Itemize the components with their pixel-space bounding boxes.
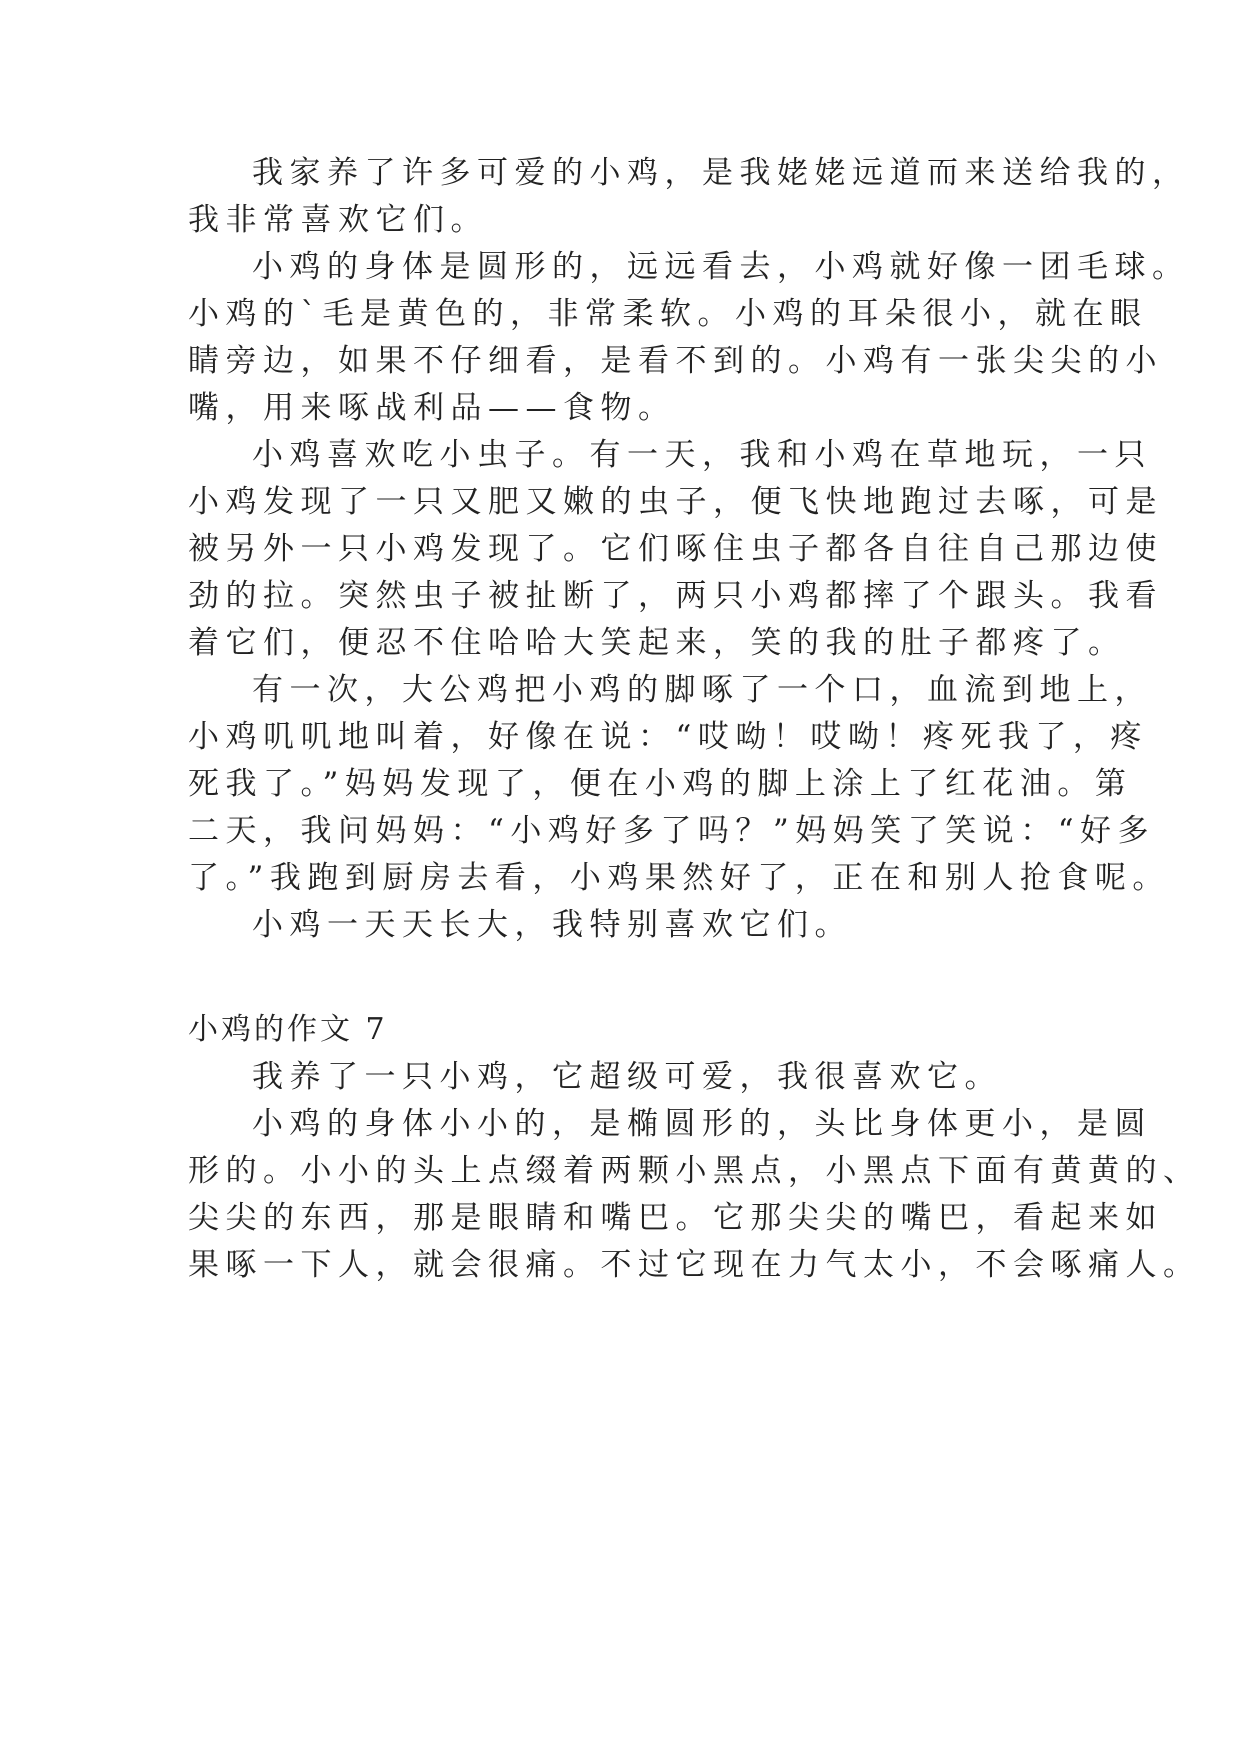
paragraph-2-line-1: 小鸡的身体是圆形的，远远看去，小鸡就好像一团毛球。	[252, 249, 1190, 285]
paragraph-4-line-2: 小鸡叽叽地叫着，好像在说：“哎呦！哎呦！疼死我了，疼	[188, 719, 1148, 755]
paragraph-3-line-3: 被另外一只小鸡发现了。它们啄住虫子都各自往自己那边使	[188, 531, 1163, 567]
paragraph-4-line-1: 有一次，大公鸡把小鸡的脚啄了一个口，血流到地上，	[252, 672, 1152, 708]
paragraph-4-line-5: 了。”我跑到厨房去看，小鸡果然好了，正在和别人抢食呢。	[188, 860, 1170, 896]
section-heading: 小鸡的作文 7	[188, 1012, 388, 1047]
paragraph-2-line-3: 睛旁边，如果不仔细看，是看不到的。小鸡有一张尖尖的小	[188, 343, 1163, 379]
paragraph-7-line-1: 小鸡的身体小小的，是椭圆形的，头比身体更小，是圆	[252, 1106, 1152, 1142]
paragraph-7-line-2: 形的。小小的头上点缀着两颗小黑点，小黑点下面有黄黄的、	[188, 1153, 1201, 1189]
paragraph-6-line-1: 我养了一只小鸡，它超级可爱，我很喜欢它。	[252, 1059, 1002, 1095]
paragraph-2-line-4: 嘴，用来啄战利品——食物。	[188, 390, 676, 426]
paragraph-3-line-1: 小鸡喜欢吃小虫子。有一天，我和小鸡在草地玩，一只	[252, 437, 1152, 473]
paragraph-1-line-2: 我非常喜欢它们。	[188, 202, 488, 238]
paragraph-5-line-1: 小鸡一天天长大，我特别喜欢它们。	[252, 907, 852, 943]
paragraph-4-line-3: 死我了。”妈妈发现了，便在小鸡的脚上涂上了红花油。第	[188, 766, 1133, 802]
paragraph-3-line-2: 小鸡发现了一只又肥又嫩的虫子，便飞快地跑过去啄，可是	[188, 484, 1163, 520]
paragraph-7-line-4: 果啄一下人，就会很痛。不过它现在力气太小，不会啄痛人。	[188, 1247, 1201, 1283]
paragraph-3-line-4: 劲的拉。突然虫子被扯断了，两只小鸡都摔了个跟头。我看	[188, 578, 1163, 614]
paragraph-3-line-5: 着它们，便忍不住哈哈大笑起来，笑的我的肚子都疼了。	[188, 625, 1126, 661]
paragraph-7-line-3: 尖尖的东西，那是眼睛和嘴巴。它那尖尖的嘴巴，看起来如	[188, 1200, 1163, 1236]
paragraph-1-line-1: 我家养了许多可爱的小鸡，是我姥姥远道而来送给我的，	[252, 155, 1190, 191]
paragraph-2-line-2: 小鸡的`毛是黄色的，非常柔软。小鸡的耳朵很小，就在眼	[188, 296, 1148, 332]
paragraph-4-line-4: 二天，我问妈妈：“小鸡好多了吗？”妈妈笑了笑说：“好多	[188, 813, 1156, 849]
